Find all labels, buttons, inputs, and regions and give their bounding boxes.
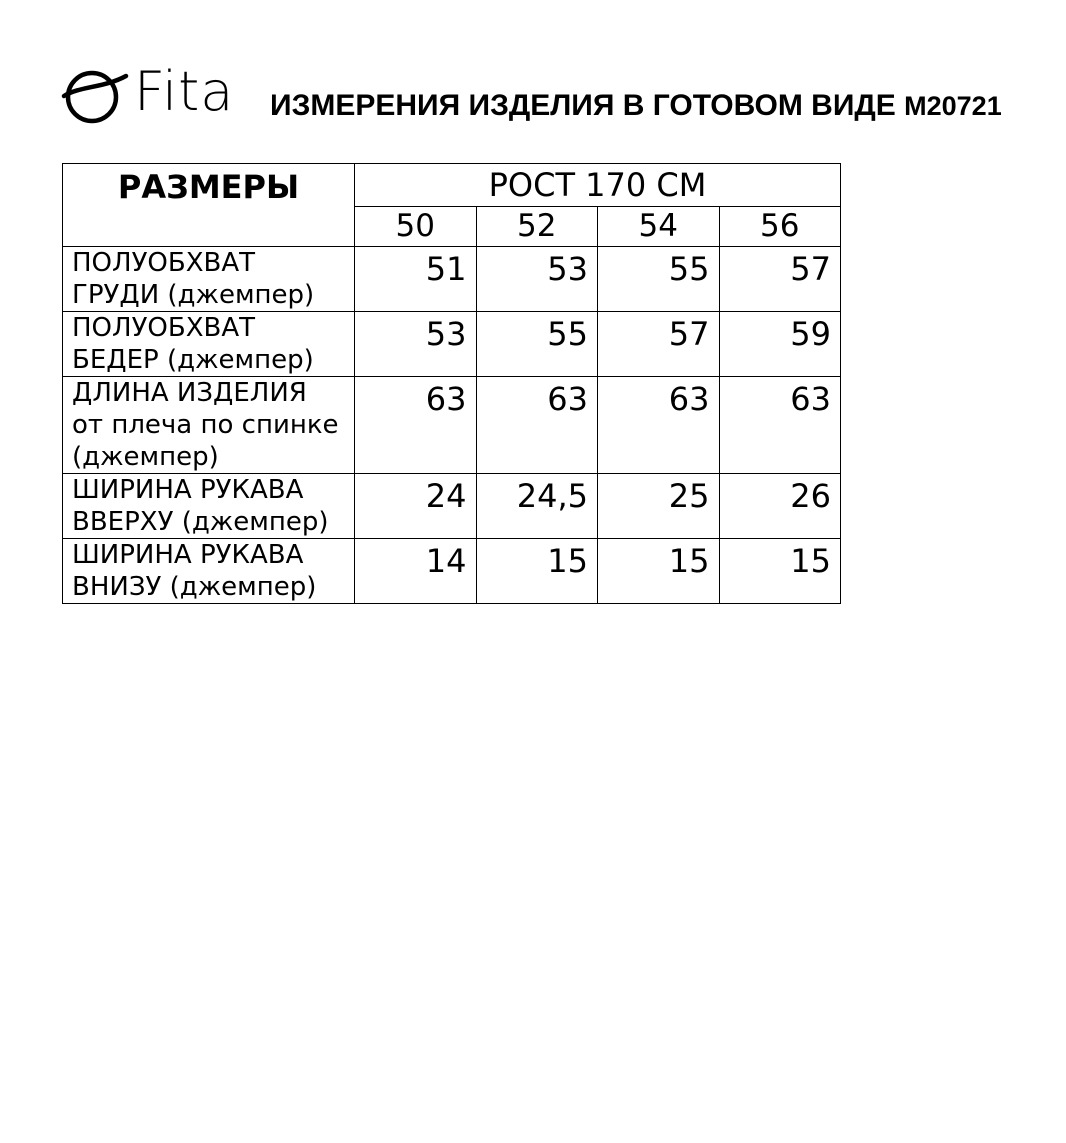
row-label-line: ШИРИНА РУКАВА [72,475,304,505]
row-label [63,312,355,377]
row-value: 57 [598,312,720,377]
row-label [63,474,355,539]
page-header [60,58,1020,138]
row-value: 55 [598,247,720,312]
row-label-line: ПОЛУОБХВАТ [72,248,256,278]
table-row [63,377,841,474]
row-value: 59 [719,312,841,377]
row-value: 63 [355,377,477,474]
row-value: 51 [355,247,477,312]
height-header: РОСТ 170 СМ [355,164,841,207]
row-label-line: ДЛИНА ИЗДЕЛИЯ [72,378,307,408]
size-header-cell: 50 [355,206,477,246]
sizes-header: РАЗМЕРЫ [63,164,355,247]
table-row [63,312,841,377]
row-label-line: ШИРИНА РУКАВА [72,540,304,570]
size-measurement-table [62,163,841,604]
table-row [63,539,841,604]
row-value: 63 [598,377,720,474]
row-value: 53 [355,312,477,377]
brand-logo [60,60,240,128]
row-value: 25 [598,474,720,539]
row-label-line: ГРУДИ (джемпер) [72,280,315,310]
size-header-cell: 56 [719,206,841,246]
table-row [63,474,841,539]
row-value: 57 [719,247,841,312]
row-label [63,247,355,312]
table-header-row [63,164,841,207]
row-value: 15 [719,539,841,604]
row-value: 15 [598,539,720,604]
row-value: 63 [476,377,598,474]
row-label [63,377,355,474]
row-label-line: ПОЛУОБХВАТ [72,313,256,343]
row-label-line: БЕДЕР (джемпер) [72,345,314,375]
row-label-line: (джемпер) [72,442,219,472]
fita-logo-icon [60,64,130,126]
row-label [63,539,355,604]
table-row [63,247,841,312]
row-label-line: ВНИЗУ (джемпер) [72,572,317,602]
brand-name: Fita [134,60,235,123]
size-header-cell: 54 [598,206,720,246]
row-value: 55 [476,312,598,377]
page-title [270,86,1002,126]
row-label-line: ВВЕРХУ (джемпер) [72,507,329,537]
row-value: 24 [355,474,477,539]
row-value: 24,5 [476,474,598,539]
row-value: 14 [355,539,477,604]
row-value: 26 [719,474,841,539]
row-value: 15 [476,539,598,604]
title-text: ИЗМЕРЕНИЯ ИЗДЕЛИЯ В ГОТОВОМ ВИДЕ [270,89,896,122]
size-header-cell: 52 [476,206,598,246]
product-code: M20721 [904,91,1002,121]
row-value: 63 [719,377,841,474]
row-label-line: от плеча по спинке [72,410,339,440]
row-value: 53 [476,247,598,312]
